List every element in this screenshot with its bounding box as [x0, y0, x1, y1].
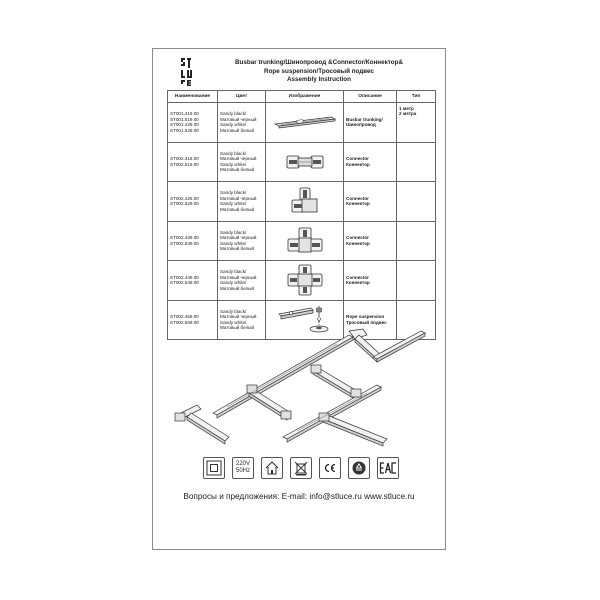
certification-icons	[203, 457, 399, 481]
color-label: Sandy white/	[220, 240, 247, 246]
product-code: ST001.429.00	[170, 122, 199, 128]
track-assembly-diagram	[167, 327, 435, 449]
l-connector-icon	[290, 186, 320, 216]
color-label: Матовый черный	[220, 156, 257, 162]
ce-mark-icon	[319, 457, 341, 479]
product-code: ST001.519.00	[170, 116, 199, 122]
product-code: ST002.539.00	[170, 240, 199, 246]
product-code: ST001.419.00	[170, 111, 199, 117]
color-label: Матовый белый	[220, 167, 255, 173]
color-label: Sandy black/	[220, 229, 247, 235]
product-image-cell	[266, 103, 344, 143]
weee-bin-icon	[290, 457, 312, 479]
double-insulation-icon	[203, 457, 225, 479]
straight-connector-icon	[285, 152, 325, 172]
product-image-cell	[266, 261, 344, 301]
color-label: Sandy white/	[220, 280, 247, 286]
color-label: Sandy black/	[220, 150, 247, 156]
product-image-cell	[266, 221, 344, 261]
table-row	[168, 261, 436, 301]
product-code: ST002.529.00	[170, 201, 199, 207]
product-type	[397, 261, 436, 301]
color-label: Sandy white/	[220, 201, 247, 207]
description-line: Busbar trunking/	[346, 116, 383, 122]
color-label: Sandy black/	[220, 190, 247, 196]
column-header: Тип	[397, 91, 436, 103]
product-type	[397, 182, 436, 222]
description-line: Шинопровод	[346, 122, 376, 128]
product-code: ST002.459.00	[170, 314, 199, 320]
product-code: ST002.549.00	[170, 280, 199, 286]
color-label: Матовый белый	[220, 206, 255, 212]
color-label: Матовый черный	[220, 314, 257, 320]
product-colors	[218, 142, 266, 182]
product-colors	[218, 261, 266, 301]
voltage-label: 220V	[235, 461, 250, 467]
description-line: Connector	[346, 235, 369, 241]
color-label: Матовый белый	[220, 285, 255, 291]
product-description	[344, 182, 397, 222]
frequency-label: 50Hz	[235, 468, 250, 474]
product-code: ST002.439.00	[170, 235, 199, 241]
column-header: Наименование	[168, 91, 218, 103]
indoor-use-icon	[261, 457, 283, 479]
description-line: Коннектор	[346, 240, 370, 246]
st-luce-logo	[179, 56, 193, 86]
color-label: Sandy black/	[220, 111, 247, 117]
product-description	[344, 103, 397, 143]
product-code: ST002.519.00	[170, 161, 199, 167]
table-row	[168, 182, 436, 222]
header-line-1: Busbar trunking/Шинопровод &Connector/Коннектор&	[235, 59, 403, 66]
recycle-icon	[348, 457, 370, 479]
color-label: Sandy white/	[220, 122, 247, 128]
product-colors	[218, 182, 266, 222]
product-image-cell	[266, 182, 344, 222]
color-label: Sandy black/	[220, 308, 247, 314]
product-code: ST002.419.00	[170, 156, 199, 162]
column-header: Изображение	[266, 91, 344, 103]
description-line: Connector	[346, 195, 369, 201]
description-line: Коннектор	[346, 161, 370, 167]
product-type	[397, 103, 436, 143]
color-label: Матовый белый	[220, 325, 255, 331]
product-colors	[218, 103, 266, 143]
product-code: ST002.449.00	[170, 274, 199, 280]
color-label: Матовый черный	[220, 116, 257, 122]
column-header: Описание	[344, 91, 397, 103]
document-header	[201, 59, 437, 85]
voltage-icon	[232, 457, 254, 479]
color-label: Sandy white/	[220, 161, 247, 167]
eac-mark-icon	[377, 457, 399, 479]
product-code: ST001.529.00	[170, 127, 199, 133]
product-code: ST002.559.00	[170, 319, 199, 325]
color-label: Матовый белый	[220, 246, 255, 252]
contact-info: Вопросы и предложения: E-mail: info@stluce.ru www.stluce.ru	[183, 492, 415, 501]
color-label: Матовый черный	[220, 195, 257, 201]
type-line: 1 метр	[399, 106, 414, 111]
t-connector-icon	[286, 226, 324, 256]
description-line: Коннектор	[346, 280, 370, 286]
product-description	[344, 142, 397, 182]
product-codes	[168, 221, 218, 261]
product-description	[344, 221, 397, 261]
color-label: Матовый черный	[220, 274, 257, 280]
product-codes	[168, 182, 218, 222]
busbar-track-icon	[273, 115, 337, 129]
column-header: Цвет	[218, 91, 266, 103]
description-line: Connector	[346, 156, 369, 162]
color-label: Sandy black/	[220, 269, 247, 275]
product-codes	[168, 261, 218, 301]
product-description	[344, 261, 397, 301]
description-line: Connector	[346, 274, 369, 280]
table-row	[168, 142, 436, 182]
product-image-cell	[266, 142, 344, 182]
product-type	[397, 142, 436, 182]
product-codes	[168, 103, 218, 143]
product-codes	[168, 142, 218, 182]
instruction-sheet	[152, 48, 446, 550]
type-line: 2 метра	[399, 111, 417, 117]
color-label: Sandy white/	[220, 319, 247, 325]
description-line: Тросовый подвес	[346, 319, 387, 325]
parts-table	[167, 90, 436, 340]
header-line-2: Rope suspension/Тросовый подвес	[264, 67, 374, 75]
table-header-row	[168, 91, 436, 103]
product-type	[397, 221, 436, 261]
product-code: ST002.429.00	[170, 195, 199, 201]
header-line-3: Assembly Instruction	[286, 76, 352, 83]
color-label: Матовый черный	[220, 235, 257, 241]
x-connector-icon	[287, 264, 323, 296]
table-row	[168, 103, 436, 143]
description-line: Rope suspension	[346, 314, 385, 320]
table-row	[168, 221, 436, 261]
color-label: Матовый белый	[220, 127, 255, 133]
product-colors	[218, 221, 266, 261]
description-line: Коннектор	[346, 201, 370, 207]
